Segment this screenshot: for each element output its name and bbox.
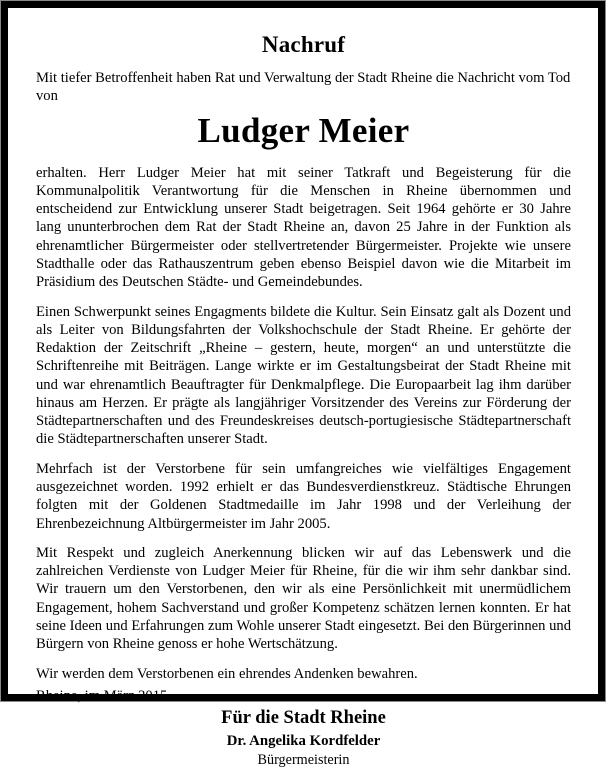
deceased-name-heading: Ludger Meier: [197, 111, 410, 151]
obituary-black-frame: [1, 1, 605, 768]
body-paragraph-3: Mehrfach ist der Verstorbene für sein umfangreiches wie vielfältiges Engagement ausgezeichnet worden. 1992 erhielt er das Bundesverdienstkreuz. Städtische Ehrungen folgten mit der Goldenen Stadtmedaille im Jahr 1998 und der Verleihung der Ehrenbezeichnung Altbürgermeister im Jahr 2005.: [36, 460, 571, 532]
signature-person-name: Dr. Angelika Kordfelder: [226, 733, 381, 750]
body-paragraph-2: Einen Schwerpunkt seines Engagments bildete die Kultur. Sein Einsatz galt als Dozent und als Leiter von Bildungsfahrten der Volkshochschule der Stadt Rheine. Er gehörte der Redaktion der Zeitschrift „Rheine – gestern, heute, morgen“ an und unterstützte die Schriftenreihe mit Beiträgen. Lange wirkte er im Gestaltungsbeirat der Stadt Rheine mit und war ehrenamtlich Beauftragter für Denkmalpflege. Die Europaarbeit lag ihm darüber hinaus am Herzen. Er prägte als langjähriger Vorsitzender des Vereins zur Förderung der Städtepartnerschaften und des Freundeskreises deutsch-portugiesische Städtepartnerschaft die Städtepartnerschaften unserer Stadt.: [36, 303, 571, 448]
signature-person-role: Bürgermeisterin: [257, 751, 350, 768]
signature-block: [36, 707, 571, 769]
body-paragraph-4: Mit Respekt und zugleich Anerkennung blicken wir auf das Lebenswerk und die zahlreichen Verdienste von Ludger Meier für Rheine, für die wir ihm sehr dankbar sind. Wir trauern um den Verstorbenen, den wir als eine Persönlichkeit mit unermüdlichem Engagement, hohem Sachverstand und großer Kompetenz schätzen lernen konnten. Er hat seine Ideen und Erfahrungen zum Wohle unserer Stadt eingesetzt. Bei den Bürgerinnen und Bürgern von Rheine genoss er hohe Wertschätzung.: [36, 544, 571, 653]
signature-authority: Für die Stadt Rheine: [221, 708, 386, 729]
lead-paragraph: Mit tiefer Betroffenheit haben Rat und Verwaltung der Stadt Rheine die Nachricht vom Tod von: [36, 70, 571, 104]
place-and-date: Rheine, im März 2015: [36, 687, 168, 704]
page-title: Nachruf: [261, 32, 346, 57]
body-paragraph-1: erhalten. Herr Ludger Meier hat mit seiner Tatkraft und Begeisterung für die Kommunalpolitik Verantwortung für die Menschen in Rheine übernommen und entscheidend zur Entwicklung unserer Stadt beigetragen. Seit 1964 gehörte er 30 Jahre lang ununterbrochen dem Rat der Stadt Rheine an, davon 25 Jahre in der Funktion als ehrenamtlicher Bürgermeister oder stellvertretender Bürgermeister. Projekte wie unsere Stadthalle oder das Rathauszentrum geben ebenso Beispiel davon wie die Mitarbeit im Präsidium des Deutschen Städte- und Gemeindebundes.: [36, 164, 571, 291]
closing-statement: Wir werden dem Verstorbenen ein ehrendes Andenken bewahren.: [36, 665, 418, 682]
